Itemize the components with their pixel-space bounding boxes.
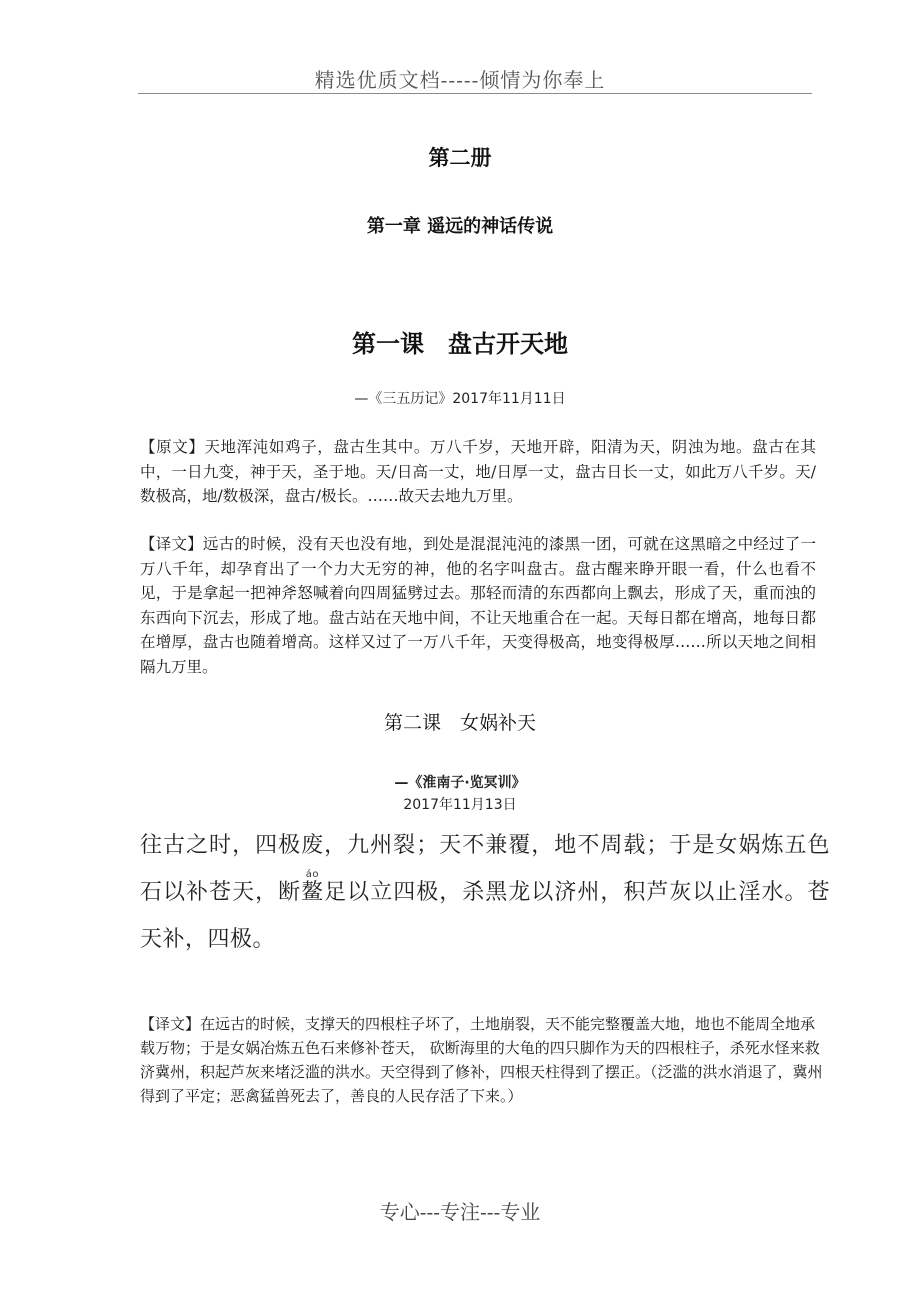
page-header: 精选优质文档-----倾情为你奉上 — [314, 68, 606, 92]
lesson-2-translation: 【译文】在远古的时候，支撑天的四根柱子坏了，土地崩裂，天不能完整覆盖大地，地也不能周全地承载万物；于是女娲冶炼五色石来修补苍天， 砍断海里的大龟的四只脚作为天的四根柱子，杀死水怪来救济冀州，积起芦灰来堵泛滥的洪水。天空得到了修补，四根天柱得到了摆正。（泛滥的洪水消退了，冀州得到了平定；恶禽猛兽死去了，善良的人民存活了下来。） — [140, 1015, 823, 1105]
book-title: 第二册 — [428, 146, 492, 170]
page-footer: 专心---专注---专业 — [379, 1200, 541, 1224]
lesson-2-source: —《淮南子·览冥训》 — [394, 775, 526, 791]
original-text-part-1: 往古之时，四极废，九州裂；天不兼覆，地不周载；于是女娲炼五色石以补苍天，断 — [140, 833, 830, 905]
pinyin-annotation: áo — [301, 869, 324, 880]
lesson-2-original-text — [140, 822, 830, 963]
chapter-title: 第一章 遥远的神话传说 — [366, 216, 554, 237]
lesson-1-title: 第一课 盘古开天地 — [352, 330, 568, 358]
lesson-2-date: 2017年11月13日 — [403, 797, 517, 813]
lesson-1-source: —《三五历记》2017年11月11日 — [354, 391, 566, 407]
annotated-character: 鳌áo — [301, 869, 325, 905]
original-text-part-2: 足以立四极，杀黑龙以济州，积芦灰以止淫水。苍天补，四极。 — [140, 880, 830, 952]
header-divider — [138, 93, 812, 94]
lesson-2-title: 第二课 女娲补天 — [383, 712, 536, 734]
lesson-1-translation: 【译文】远古的时候，没有天也没有地，到处是混混沌沌的漆黑一团，可就在这黑暗之中经过了一万八千年，却孕育出了一个力大无穷的神，他的名字叫盘古。盘古醒来睁开眼一看，什么也看不见，于是拿起一把神斧怒喊着向四周猛劈过去。那轻而清的东西都向上飘去，形成了天，重而浊的东西向下沉去，形成了地。盘古站在天地中间，不让天地重合在一起。天每日都在增高，地每日都在增厚，盘古也随着增高。这样又过了一万八千年，天变得极高，地变得极厚……所以天地之间相隔九万里。 — [140, 535, 816, 676]
lesson-1-original-text: 【原文】天地浑沌如鸡子，盘古生其中。万八千岁，天地开辟，阳清为天，阴浊为地。盘古在其中，一日九变，神于天，圣于地。天/日高一丈，地/日厚一丈，盘古日长一丈，如此万八千岁。天/数极高，地/数极深，盘古/极长。……故天去地九万里。 — [140, 438, 816, 505]
